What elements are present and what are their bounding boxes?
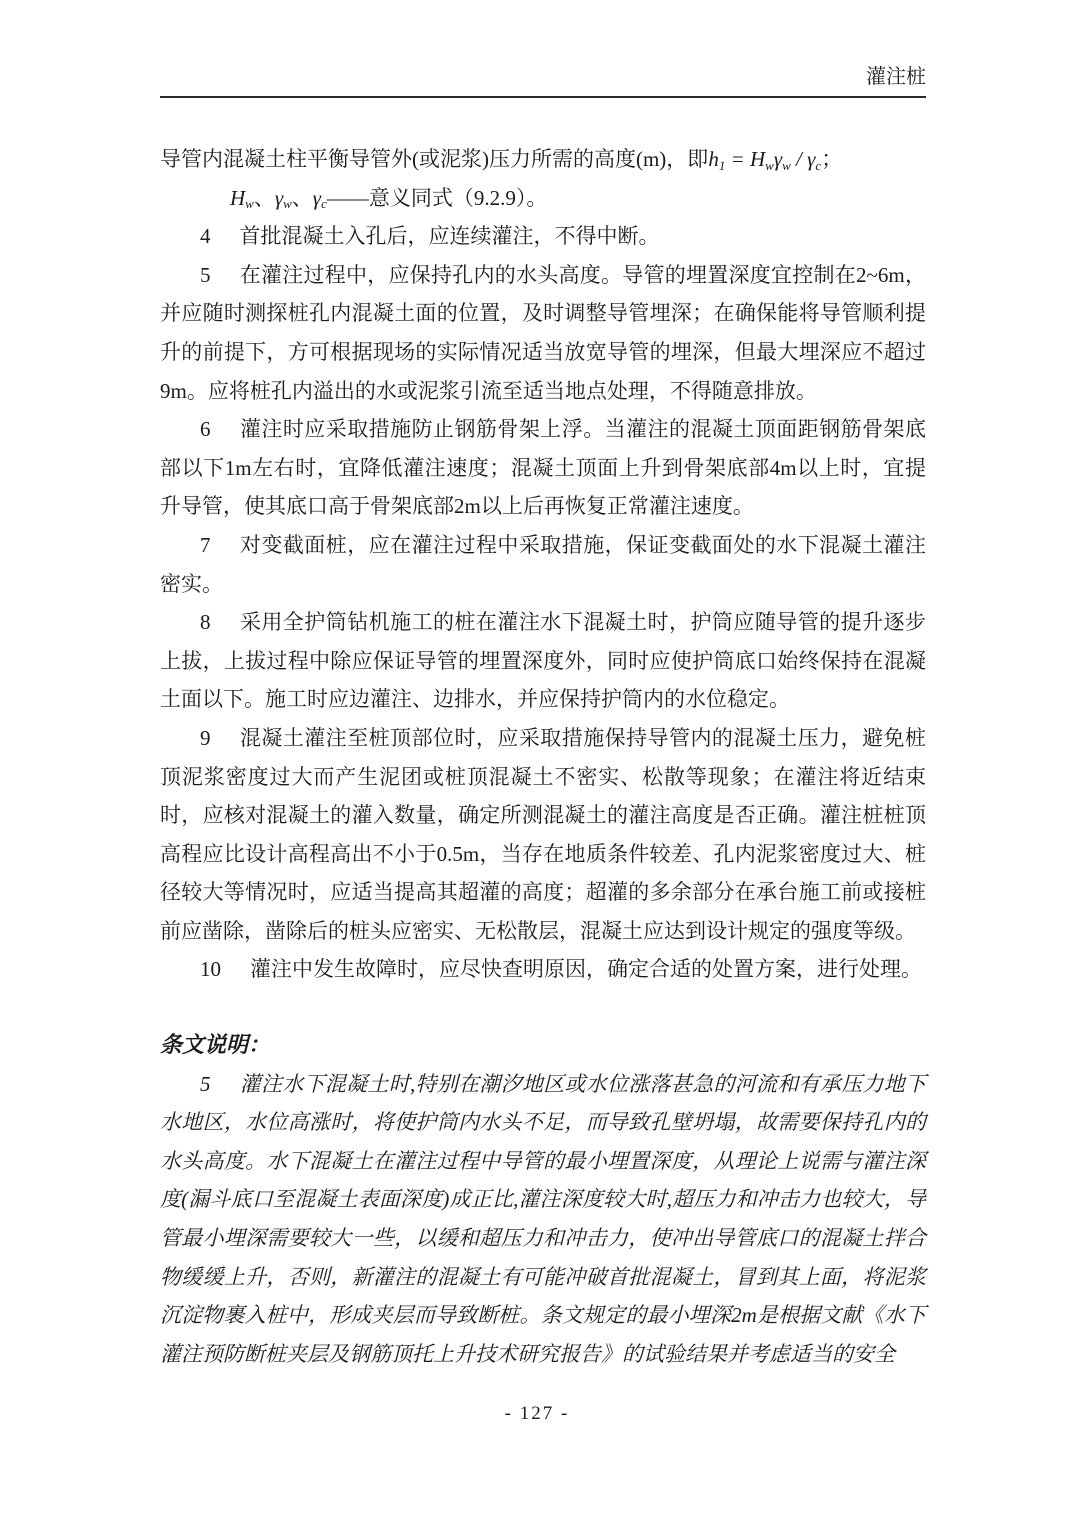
symbol-definition-text: ——意义同式（9.2.9）。 [326, 185, 548, 210]
clause-number: 4 [200, 224, 211, 249]
clause-text: 混凝土灌注至桩顶部位时，应采取措施保持导管内的混凝土压力，避免桩顶泥浆密度过大而产生泥团或桩顶混凝土不密实、松散等现象；在灌注将近结束时，应核对混凝土的灌入数量，确定所测混凝土的灌注高度是否正确。灌注桩桩顶高程应比设计高程高出不小于0.5m，当存在地质条件较差、孔内泥浆密度过大、桩径较大等情况时，应适当提高其超灌的高度；超灌的多余部分在承台施工前或接桩前应凿除，凿除后的桩头应密实、无松散层，混凝土应达到设计规定的强度等级。 [160, 725, 926, 943]
commentary-section-heading: 条文说明： [160, 1032, 271, 1058]
clause-item-4 [160, 217, 926, 256]
clause-item-10 [160, 950, 926, 989]
symbol-gamma-w: $\gamma_w$ [274, 185, 292, 212]
clause-number: 6 [200, 417, 211, 442]
intro-lead-text: 导管内混凝土柱平衡导管外(或泥浆)压力所需的高度(m)，即 [160, 147, 709, 171]
clause-number: 9 [200, 725, 211, 750]
clause-item-6 [160, 410, 926, 526]
clause-text: 采用全护筒钻机施工的桩在灌注水下混凝土时，护筒应随导管的提升逐步上拔，上拔过程中除应保证导管的埋置深度外，同时应使护筒底口始终保持在混凝土面以下。施工时应边灌注、边排水，并应保持护筒内的水位稳定。 [160, 610, 926, 712]
clause-text: 在灌注过程中，应保持孔内的水头高度。导管的埋置深度宜控制在2~6m，并应随时测探桩孔内混凝土面的位置，及时调整导管埋深；在确保能将导管顺利提升的前提下，方可根据现场的实际情况适当放宽导管的埋深，但最大埋深应不超过9m。应将桩孔内溢出的水或泥浆引流至适当地点处理，不得随意排放。 [160, 262, 926, 403]
commentary-clause-number: 5 [200, 1071, 211, 1096]
clause-number: 8 [200, 610, 211, 635]
formula-h1: $h_1 = H_w\gamma_w / \gamma_c$ [708, 147, 822, 173]
commentary-clause-text: 灌注水下混凝土时,特别在潮汐地区或水位涨落甚急的河流和有承压力地下水地区，水位高涨时，将使护筒内水头不足，而导致孔壁坍塌，故需要保持孔内的水头高度。水下混凝土在灌注过程中导管的最小埋置深度，从理论上说需与灌注深度(漏斗底口至混凝土表面深度)成正比,灌注深度较大时,超压力和冲击力也较大，导管最小埋深需要较大一些，以缓和超压力和冲击力，使冲出导管底口的混凝土拌合物缓缓上升，否则，新灌注的混凝土有可能冲破首批混凝土，冒到其上面，将泥浆沉淀物裹入桩中，形成夹层而导致断桩。条文规定的最小埋深2m是根据文献《水下灌注预防断桩夹层及钢筋顶托上升技术研究报告》的试验结果并考虑适当的安全 [160, 1071, 926, 1366]
formula-end-punct: ； [821, 147, 843, 171]
clause-number: 7 [200, 532, 211, 557]
symbol-Hw: $H_w$ [230, 185, 254, 212]
clause-text: 首批混凝土入孔后，应连续灌注，不得中断。 [239, 224, 660, 249]
clause-text: 灌注中发生故障时，应尽快查明原因，确定合适的处置方案，进行处理。 [250, 957, 922, 982]
page-header [160, 64, 926, 98]
clause-item-7 [160, 526, 926, 603]
commentary-clause-5 [160, 1065, 926, 1374]
clause-text: 对变截面桩，应在灌注过程中采取措施，保证变截面处的水下混凝土灌注密实。 [160, 532, 926, 596]
clause-number: 5 [200, 262, 211, 287]
page-number: - 127 - [504, 1403, 570, 1424]
clause-text: 灌注时应采取措施防止钢筋骨架上浮。当灌注的混凝土顶面距钢筋骨架底部以下1m左右时，宜降低灌注速度；混凝土顶面上升到骨架底部4m以上时，宜提升导管，使其底口高于骨架底部2m以上后再恢复正常灌注速度。 [160, 417, 926, 519]
symbol-definition-line: $H_w$、$\gamma_w$、$\gamma_c——$意义同式（9.2.9）。 [230, 185, 548, 212]
running-head-title: 灌注桩 [866, 66, 926, 88]
clause-number: 10 [200, 957, 221, 982]
clause-item-8 [160, 603, 926, 719]
paragraph-continuation [160, 140, 926, 179]
clause-item-9 [160, 719, 926, 951]
clause-item-5 [160, 256, 926, 410]
page-content [160, 140, 926, 1373]
symbol-gamma-c: $\gamma_c$ [312, 185, 327, 212]
